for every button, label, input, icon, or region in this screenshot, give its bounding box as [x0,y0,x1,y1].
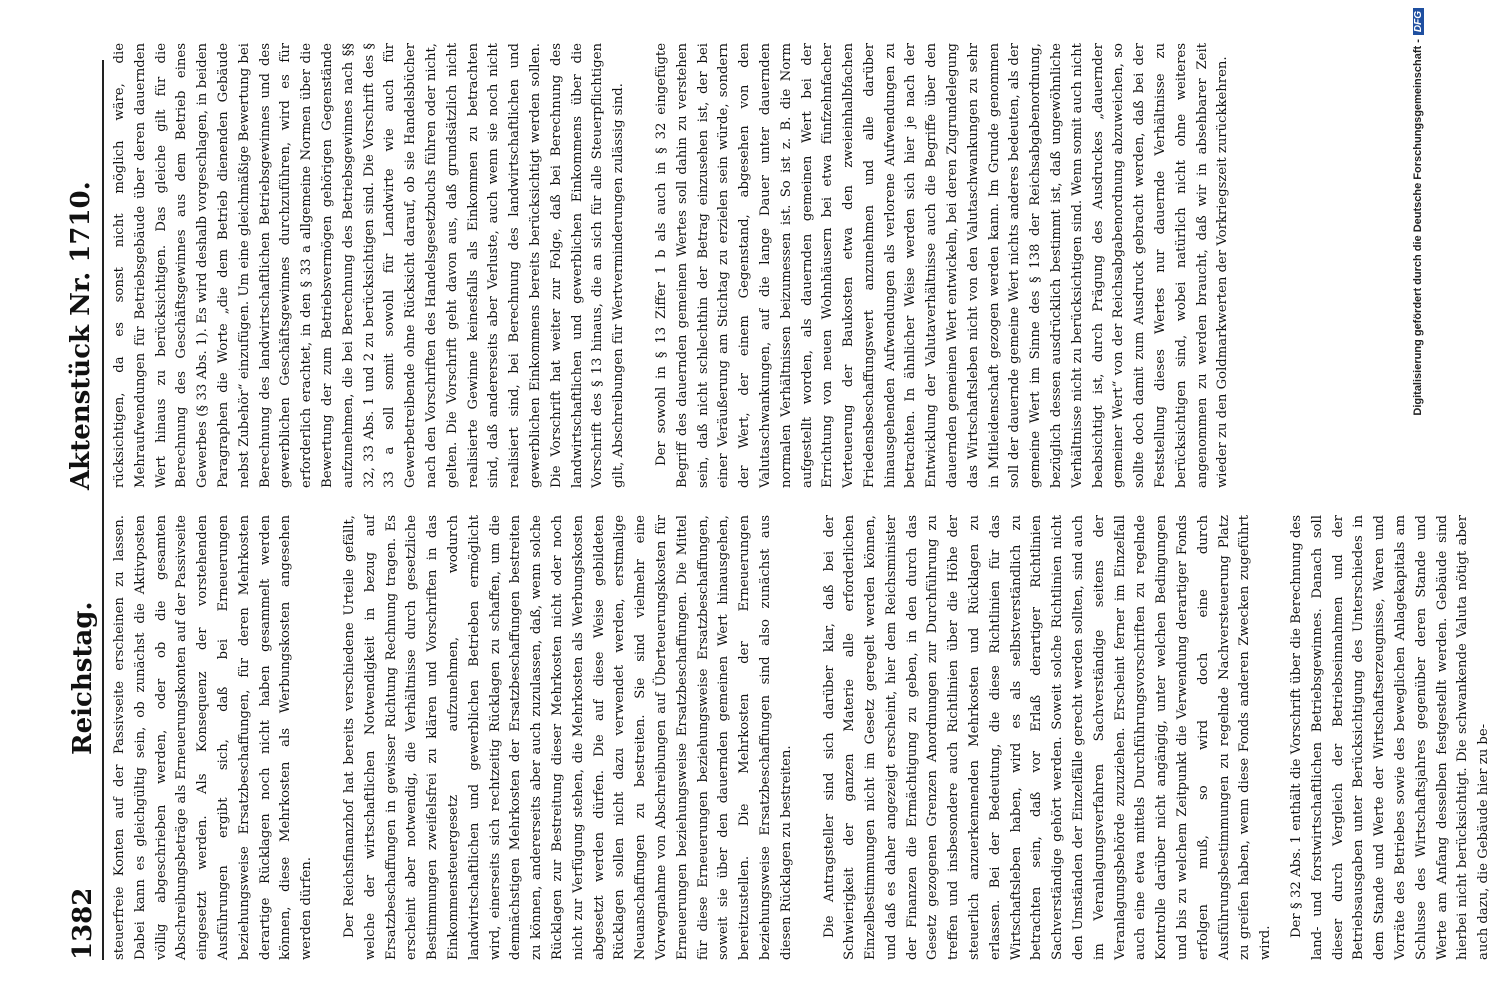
paragraph: steuerfreie Konten auf der Passivseite erscheinen zu lassen. Dabei kann es gleichgültig sein, ob zunächst die Aktivposten völlig abgeschrieben werden, oder ob die gesamten Abschreibungsbeträge als Erneuerungskonten auf der Passivseite eingesetzt werden. Als Konsequenz der vorstehenden Ausführungen ergibt sich, daß bei Erneuerungen beziehungsweise Ersatzbeschaffungen, für deren Mehrkosten derartige Rücklagen noch nicht haben gesammelt werden können, diese Mehrkosten als Werbungskosten angesehen werden dürfen. [112,515,315,960]
header-center-title: Aktenstück Nr. 1710. [66,181,96,490]
paragraph: Der § 32 Abs. 1 enthält die Vorschrift über die Berechnung des land- und forstwirtschaftlichen Betriebsgewinnes. Danach soll dieser durch Vergleich der Betriebseinnahmen und der Betriebsausgaben unter Berücksichtigung des Unterschiedes in dem Stande und Werte der Wirtschaftserzeugnisse, Waren und Vorräte des Betriebes sowie des beweglichen Anlagekapitals am Schlusse des Wirtschaftsjahres gegenüber deren Stande und Werte am Anfang desselben festgestellt werden. Gebäude sind hierbei nicht berücksichtigt. Die schwankende Valuta nötigt aber auch dazu, die Gebäude hier zu be- [1289,515,1492,960]
digitization-note-text [1412,8,1432,993]
left-text-column [110,515,1492,960]
right-text-column [110,43,1231,488]
header-rule [102,60,104,960]
digitization-note [1408,8,1432,993]
paragraph: rücksichtigen, da es sonst nicht möglich wäre, die Mehraufwendungen für Betriebsgebäude über deren dauernden Wert hinaus zu berücksichtigen. Das gleiche gilt für die Berechnung des Geschäftsgewinnes aus dem Betrieb eines Gewerbes (§ 33 Abs. 1). Es wird deshalb vorgeschlagen, in beiden Paragraphen die Worte „die dem Betrieb dienenden Gebäude nebst Zubehör“ einzufügen. Um eine gleichmäßige Bewertung bei Berechnung des landwirtschaftlichen Betriebsgewinnes und des gewerblichen Geschäftsgewinnes durchzuführen, wird es für erforderlich erachtet, in den § 33 a allgemeine Normen über die Bewertung der zum Betriebsvermögen gehörigen Gegenstände aufzunehmen, die bei Berechnung des Betriebsgewinnes nach §§ 32, 33 Abs. 1 und 2 zu berücksichtigen sind. Die Vorschrift des § 33 a soll somit sowohl für Landwirte wie auch für Gewerbetreibende ohne Rücksicht darauf, ob sie Handelsbücher nach den Vorschriften des Handelsgesetzbuchs führen oder nicht, gelten. Die Vorschrift geht davon aus, daß grundsätzlich nicht realisierte Gewinne keinesfalls als Einkommen zu betrachten sind, daß andererseits aber Verluste, auch wenn sie noch nicht realisiert sind, bei Berechnung des landwirtschaftlichen und gewerblichen Einkommens bereits berücksichtigt werden sollen. Die Vorschrift hat weiter zur Folge, daß bei Berechnung des landwirtschaftlichen und gewerblichen Einkommens über die Vorschrift des § 13 hinaus, die an sich für alle Steuerpflichtigen gilt, Abschreibungen für Wertverminderungen zulässig sind. [112,43,627,488]
digitization-note-label: Digitalisierung gefördert durch die Deutsche Forschungsgemeinschaft - [1412,39,1424,416]
paragraph: Der Reichsfinanzhof hat bereits verschiedene Urteile gefällt, welche der wirtschaftlichen Notwendigkeit in bezug auf Ersatzbeschaffungen in gewisser Richtung Rechnung tragen. Es erscheint aber notwendig, die Verhältnisse durch gesetzliche Bestimmungen zweifelsfrei zu klären und Vorschriften in das Einkommensteuergesetz aufzunehmen, wodurch landwirtschaftlichen und gewerblichen Betrieben ermöglicht wird, einerseits sich rechtzeitig Rücklagen zu schaffen, um die demnächstigen Mehrkosten der Ersatzbeschaffungen bestreiten zu können, andererseits aber auch zuzulassen, daß, wenn solche Rücklagen zur Bestreitung dieser Mehrkosten nicht oder noch nicht zur Verfügung stehen, die Mehrkosten als Werbungskosten abgesetzt werden dürfen. Die auf diese Weise gebildeten Rücklagen sollen nicht dazu verwendet werden, erstmalige Neuanschaffungen zu bestreiten. Sie sind vielmehr eine Vorwegnahme von Abschreibungen auf Überteuerungskosten für Erneuerungen beziehungsweise Ersatzbeschaffungen. Die Mittel für diese Erneuerungen beziehungsweise Ersatzbeschaffungen, soweit sie über den dauernden gemeinen Wert hinausgehen, bereitzustellen. Die Mehrkosten der Erneuerungen beziehungsweise Ersatzbeschaffungen sind also zunächst aus diesen Rücklagen zu bestreiten. [341,515,794,960]
paragraph: Der sowohl in § 13 Ziffer 1 b als auch in § 32 eingefügte Begriff des dauernden gemeinen Wertes soll dahin zu verstehen sein, daß nicht schlechthin der Betrag einzusehen ist, der bei einer Veräußerung am Stichtag zu erzielen sein würde, sondern der Wert, der einem Gegenstand, abgesehen von den Valutaschwankungen, auf die lange Dauer unter dauernden normalen Verhältnissen beizumessen ist. So ist z. B. die Norm aufgestellt worden, als dauernden gemeinen Wert bei der Errichtung von neuen Wohnhäusern bei etwa fünfzehnfacher Verteuerung der Baukosten etwa den zweieinhalbfachen Friedensbeschaffungswert anzunehmen und alle darüber hinausgehenden Aufwendungen als verlorene Aufwendungen zu betrachten. In ähnlicher Weise werden sich hier je nach der Entwicklung der Valutaverhältnisse auch die Begriffe über den dauernden gemeinen Wert entwickeln, bei deren Zugrundelegung das Wirtschaftsleben nicht von den Valutaschwankungen zu sehr in Mitleidenschaft gezogen werden kann. Im Grunde genommen soll der dauernde gemeine Wert nichts anderes bedeuten, als der gemeine Wert im Sinne des § 138 der Reichsabgabenordnung, bezüglich dessen ausdrücklich bestimmt ist, daß ungewöhnliche Verhältnisse nicht zu berücksichtigen sind. Wenn somit auch nicht beabsichtigt ist, durch Prägung des Ausdruckes „dauernder gemeiner Wert“ von der Reichsabgabenordnung abzuweichen, so sollte doch damit zum Ausdruck gebracht werden, daß bei der Feststellung dieses Wertes nur dauernde Verhältnisse zu berücksichtigen sind, wobei natürlich nicht ohne weiteres angenommen zu werden braucht, daß wir in absehbarer Zeit wieder zu den Goldmarkwerten der Vorkriegszeit zurückkehren. [653,43,1231,488]
dfg-logo: DFG [1413,8,1424,35]
page-header [60,60,100,960]
header-left-title: Reichstag. [68,601,98,755]
page-number: 1382 [68,887,98,960]
paragraph: Die Antragsteller sind sich darüber klar, daß bei der Schwierigkeit der ganzen Materie alle erforderlichen Einzelbestimmungen nicht im Gesetz geregelt werden können, und daß es daher angezeigt erscheint, hier dem Reichsminister der Finanzen die Ermächtigung zu geben, in den durch das Gesetz gezogenen Grenzen Anordnungen zur Durchführung zu treffen und insbesondere auch Richtlinien über die Höhe der steuerlich anzuerkennenden Mehrkosten und Rücklagen zu erlassen. Bei der Bedeutung, die diese Richtlinien für das Wirtschaftsleben haben, wird es als selbstverständlich zu betrachten sein, daß vor Erlaß derartiger Richtlinien Sachverständige gehört werden. Soweit solche Richtlinien nicht den Umständen der Einzelfälle gerecht werden sollten, sind auch im Veranlagungsverfahren Sachverständige seitens der Veranlagungsbehörde zuzuziehen. Erscheint ferner im Einzelfall auch eine etwa mittels Durchführungsvorschriften zu regelnde Kontrolle darüber nicht angängig, unter welchen Bedingungen und bis zu welchem Zeitpunkt die Verwendung derartiger Fonds erfolgen muß, so wird doch eine durch Ausführungsbestimmungen zu regelnde Nachversteuerung Platz zu greifen haben, wenn diese Fonds anderen Zwecken zugeführt wird. [821,515,1274,960]
